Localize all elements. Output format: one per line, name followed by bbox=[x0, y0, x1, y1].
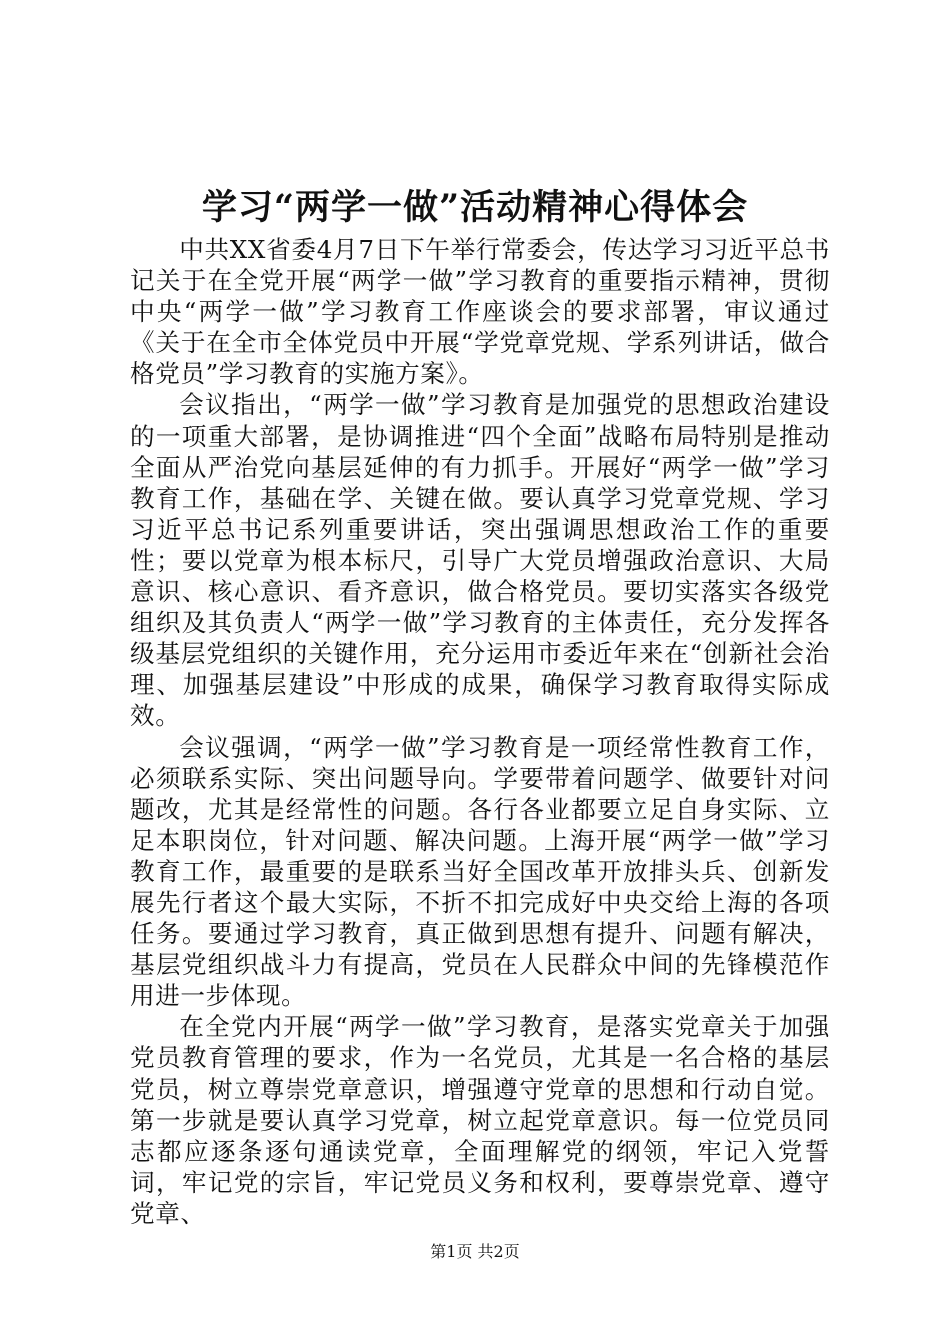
document-body bbox=[130, 234, 830, 1229]
paragraph-4: 在全党内开展“两学一做”学习教育，是落实党章关于加强党员教育管理的要求，作为一名党员，尤其是一名合格的基层党员，树立尊崇党章意识，增强遵守党章的思想和行动自觉。第一步就是要认真学习党章，树立起党章意识。每一位党员同志都应逐条逐句通读党章，全面理解党的纲领，牢记入党誓词，牢记党的宗旨，牢记党员义务和权利，要尊崇党章、遵守党章、 bbox=[130, 1012, 830, 1228]
paragraph-3: 会议强调，“两学一做”学习教育是一项经常性教育工作，必须联系实际、突出问题导向。学要带着问题学、做要针对问题改，尤其是经常性的问题。各行各业都要立足自身实际、立足本职岗位，针对问题、解决问题。上海开展“两学一做”学习教育工作，最重要的是联系当好全国改革开放排头兵、创新发展先行者这个最大实际，不折不扣完成好中央交给上海的各项任务。要通过学习教育，真正做到思想有提升、问题有解决，基层党组织战斗力有提高，党员在人民群众中间的先锋模范作用进一步体现。 bbox=[130, 732, 830, 1011]
document-title: 学习“两学一做”活动精神心得体会 bbox=[201, 187, 749, 228]
page-number-footer: 第1页 共2页 bbox=[430, 1242, 520, 1261]
paragraph-2: 会议指出，“两学一做”学习教育是加强党的思想政治建设的一项重大部署，是协调推进“四个全面”战略布局特别是推动全面从严治党向基层延伸的有力抓手。开展好“两学一做”学习教育工作，基础在学、关键在做。要认真学习党章党规、学习习近平总书记系列重要讲话，突出强调思想政治工作的重要性；要以党章为根本标尺，引导广大党员增强政治意识、大局意识、核心意识、看齐意识，做合格党员。要切实落实各级党组织及其负责人“两学一做”学习教育的主体责任，充分发挥各级基层党组织的关键作用，充分运用市委近年来在“创新社会治理、加强基层建设”中形成的成果，确保学习教育取得实际成效。 bbox=[130, 390, 830, 731]
paragraph-1: 中共XX省委4月7日下午举行常委会，传达学习习近平总书记关于在全党开展“两学一做”学习教育的重要指示精神，贯彻中央“两学一做”学习教育工作座谈会的要求部署，审议通过《关于在全市全体党员中开展“学党章党规、学系列讲话，做合格党员”学习教育的实施方案》。 bbox=[130, 235, 830, 389]
